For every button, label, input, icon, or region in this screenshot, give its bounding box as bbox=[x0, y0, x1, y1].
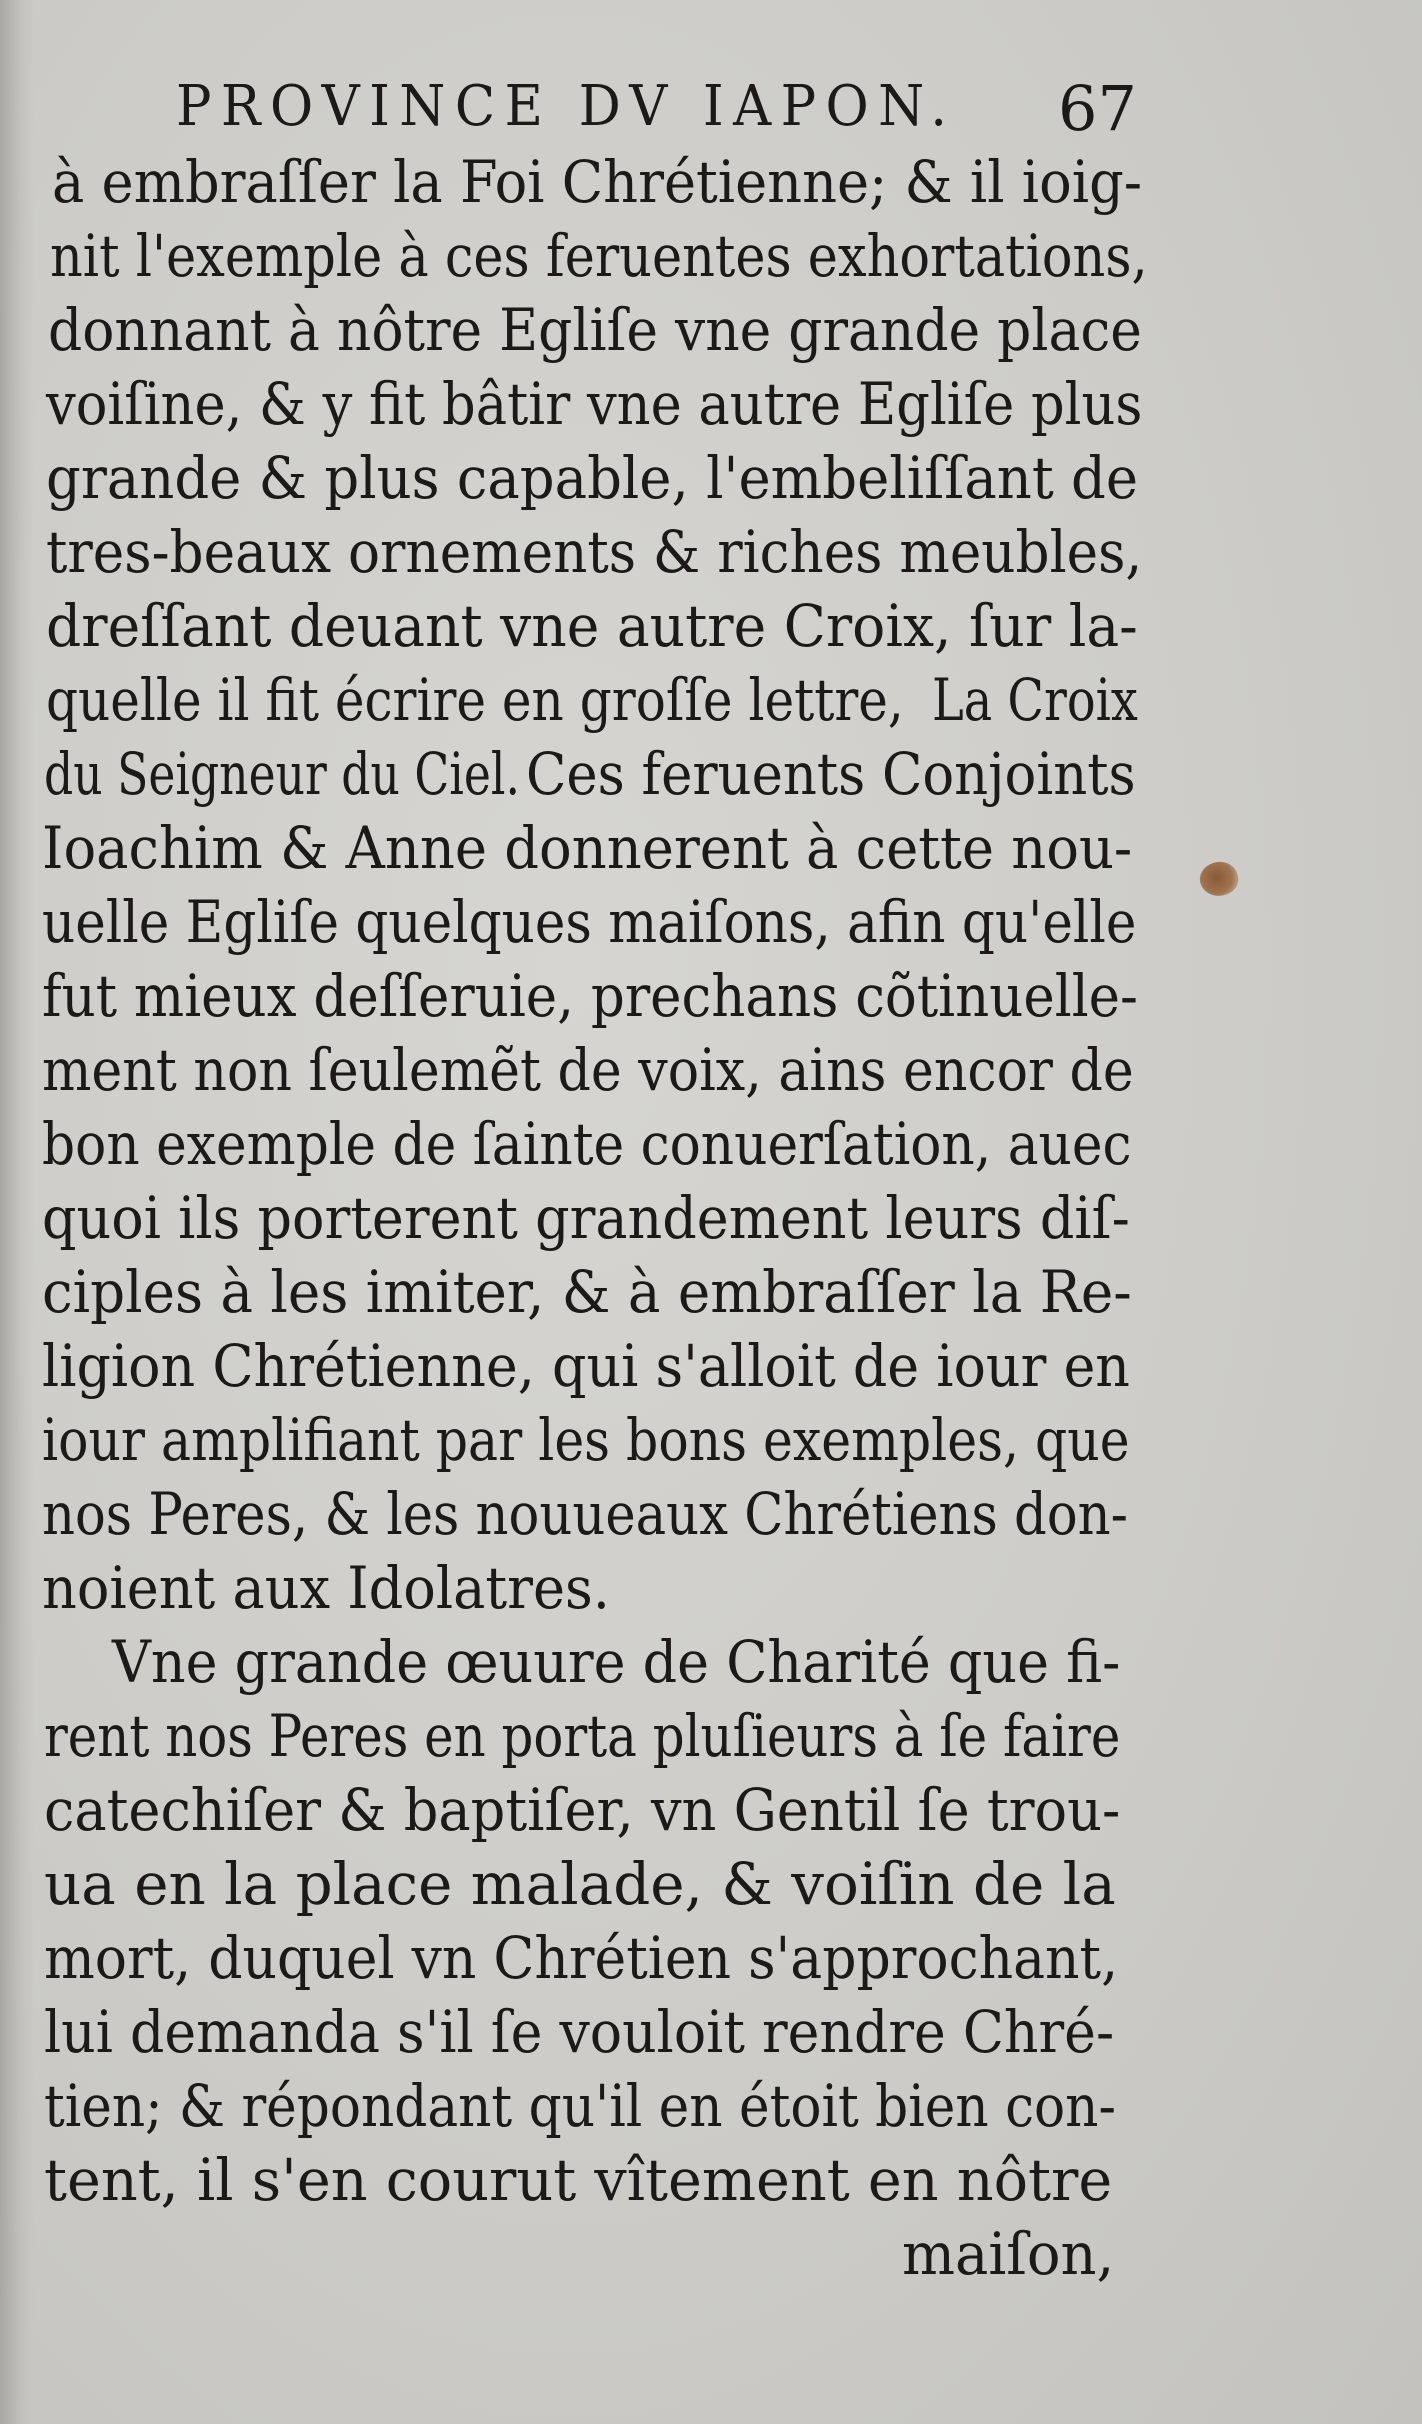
text-line: noient aux Idolatres. bbox=[42, 1554, 610, 1622]
text-line: tien; & répondant qu'il en étoit bien con- bbox=[44, 2072, 1116, 2140]
text-line: à embraſſer la Foi Chrétienne; & il ioig- bbox=[52, 148, 1143, 216]
text-line: nit l'exemple à ces feruentes exhortations, bbox=[50, 222, 1148, 290]
text-line: Ces feruents Conjoints bbox=[526, 740, 1136, 808]
paragraph-first-line: Vne grande œuure de Charité que fi- bbox=[112, 1628, 1121, 1696]
text-line: nos Peres, & les nouueaux Chrétiens don- bbox=[42, 1480, 1128, 1548]
text-line: ciples à les imiter, & à embraſſer la Re- bbox=[42, 1258, 1132, 1326]
text-line: uelle Egliſe quelques maiſons, afin qu'elle bbox=[42, 888, 1137, 956]
text-line: voiſine, & y fit bâtir vne autre Egliſe plus bbox=[46, 370, 1143, 438]
text-line: donnant à nôtre Egliſe vne grande place bbox=[48, 296, 1142, 364]
text-line: quelle il fit écrire en groſſe lettre, bbox=[46, 666, 904, 734]
page-gutter-shadow bbox=[0, 0, 34, 2424]
paper-stain bbox=[1196, 857, 1243, 901]
text-line: tent, il s'en courut vîtement en nôtre bbox=[44, 2146, 1113, 2214]
text-line: rent nos Peres en porta pluſieurs à ſe faire bbox=[44, 1702, 1121, 1770]
italic-phrase: La Croix bbox=[932, 666, 1138, 734]
italic-phrase: du Seigneur du Ciel. bbox=[44, 740, 521, 808]
page-number: 67 bbox=[1058, 72, 1137, 145]
text-line: Ioachim & Anne donnerent à cette nou- bbox=[42, 814, 1133, 882]
running-title: PROVINCE DV IAPON. bbox=[176, 74, 957, 139]
text-line: ua en la place malade, & voiſin de la bbox=[44, 1850, 1116, 1918]
text-line: fut mieux deſſeruie, prechans cõtinuelle- bbox=[42, 962, 1138, 1030]
text-line: grande & plus capable, l'embeliſſant de bbox=[46, 444, 1139, 512]
text-line: mort, duquel vn Chrétien s'approchant, bbox=[44, 1924, 1119, 1992]
text-line: bon exemple de ſainte conuerſation, auec bbox=[42, 1110, 1132, 1178]
text-line: tres-beaux ornements & riches meubles, bbox=[46, 518, 1143, 586]
text-line: iour amplifiant par les bons exemples, que bbox=[42, 1406, 1130, 1474]
text-line: dreſſant deuant vne autre Croix, ſur la- bbox=[46, 592, 1138, 660]
catchword: maiſon, bbox=[902, 2220, 1115, 2288]
text-line: catechiſer & baptiſer, vn Gentil ſe trou- bbox=[44, 1776, 1121, 1844]
text-line: quoi ils porterent grandement leurs diſ- bbox=[42, 1184, 1130, 1252]
text-line: ligion Chrétienne, qui s'alloit de iour en bbox=[42, 1332, 1130, 1400]
text-line: lui demanda s'il ſe vouloit rendre Chré- bbox=[44, 1998, 1115, 2066]
text-line: ment non ſeulemẽt de voix, ains encor de bbox=[42, 1036, 1134, 1104]
